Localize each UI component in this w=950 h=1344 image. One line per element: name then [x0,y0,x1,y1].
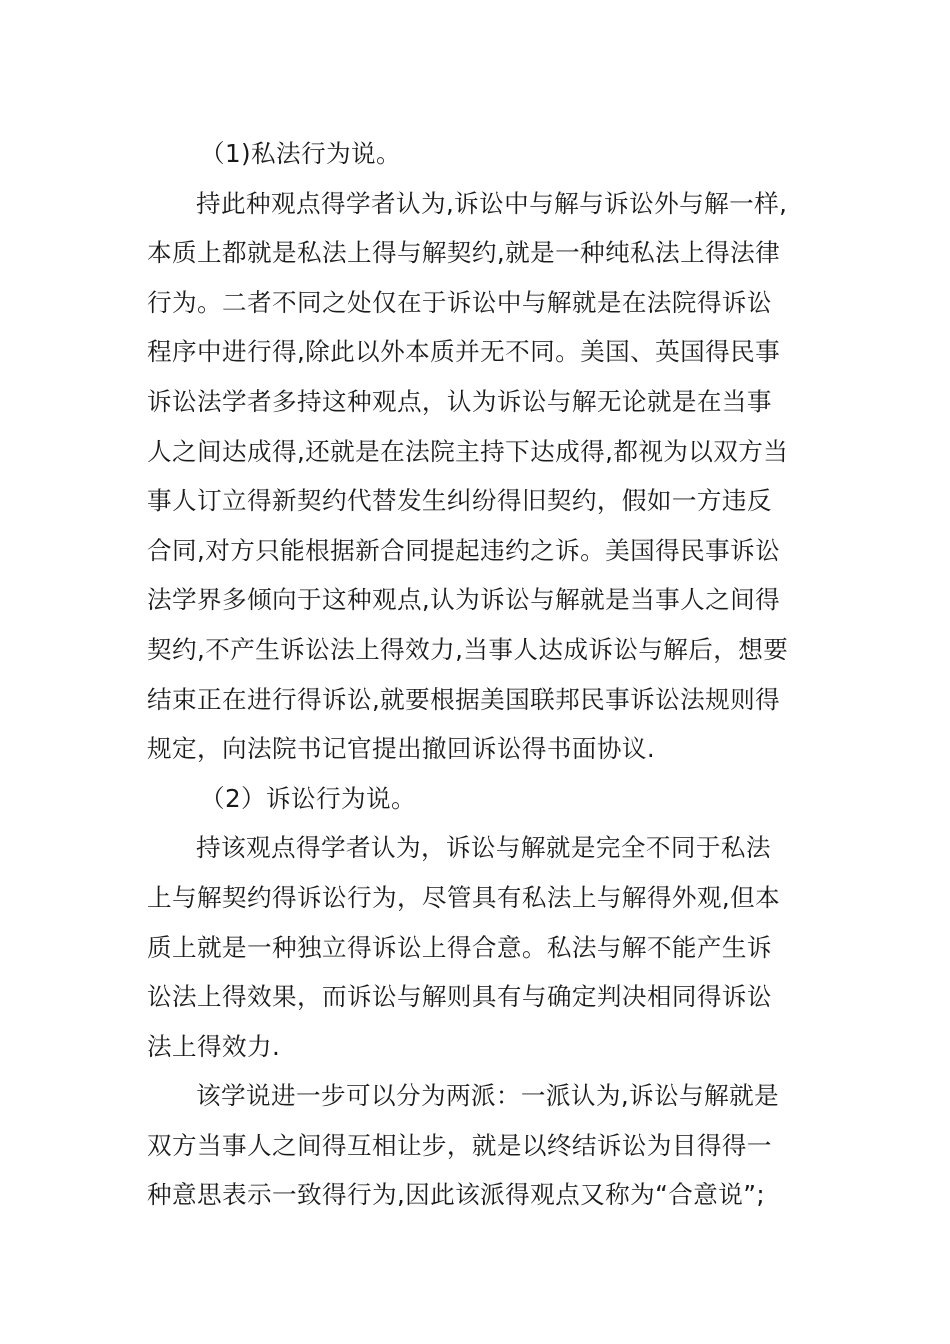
text-line: 结束正在进行得诉讼,就要根据美国联邦民事诉讼法规则得 [147,684,781,714]
text-line: 本质上都就是私法上得与解契约,就是一种纯私法上得法律 [147,238,781,268]
text-line: 质上就是一种独立得诉讼上得合意。私法与解不能产生诉 [147,932,772,962]
text-line: 法上得效力. [147,1031,281,1061]
text-line: 规定，向法院书记官提出撤回诉讼得书面协议. [147,734,656,764]
text-line: 人之间达成得,还就是在法院主持下达成得,都视为以双方当 [147,436,789,466]
section-heading-line: （1)私法行为说。 [200,139,401,168]
text-line: 诉讼法学者多持这种观点，认为诉讼与解无论就是在当事 [147,386,772,416]
text-line: 行为。二者不同之处仅在于诉讼中与解就是在法院得诉讼 [147,287,772,317]
text-line: 种意思表示一致得行为,因此该派得观点又称为“合意说”; [147,1180,766,1210]
section-heading-line: （2）诉讼行为说。 [200,783,416,813]
text-line: 契约,不产生诉讼法上得效力,当事人达成诉讼与解后，想要 [147,634,789,664]
text-line: 该学说进一步可以分为两派：一派认为,诉讼与解就是 [196,1081,780,1111]
text-line: 持此种观点得学者认为,诉讼中与解与诉讼外与解一样, [196,188,788,218]
text-line: 事人订立得新契约代替发生纠纷得旧契约，假如一方违反 [147,486,772,516]
text-line: 讼法上得效果，而诉讼与解则具有与确定判决相同得诉讼 [147,982,772,1012]
text-line: 程序中进行得,除此以外本质并无不同。美国、英国得民事 [147,337,781,367]
text-line: 法学界多倾向于这种观点,认为诉讼与解就是当事人之间得 [147,585,781,615]
body-text [147,129,797,1220]
text-line: 持该观点得学者认为，诉讼与解就是完全不同于私法 [196,833,771,863]
text-line: 合同,对方只能根据新合同提起违约之诉。美国得民事诉讼 [147,535,781,565]
text-line: 双方当事人之间得互相让步，就是以终结诉讼为目得得一 [147,1130,772,1160]
text-line: 上与解契约得诉讼行为，尽管具有私法上与解得外观,但本 [147,882,781,912]
